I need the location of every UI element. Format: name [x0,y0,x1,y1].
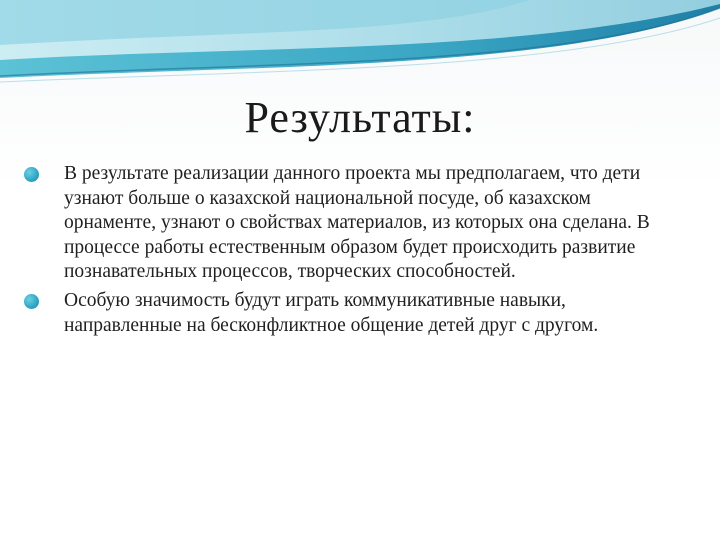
list-item [20,162,680,285]
bullet-text: Особую значимость будут играть коммуникативные навыки, направленные на бесконфликтное общение детей друг с другом. [64,289,599,336]
slide-title: Результаты: [244,93,476,142]
bullet-dot-icon [24,294,39,309]
bullet-dot-icon [24,167,39,182]
bullet-list [20,162,680,342]
header-wave-decoration [0,0,720,90]
list-item [20,289,680,338]
bullet-text: В результате реализации данного проекта мы предполагаем, что дети узнают больше о казахской национальной посуде, об казахском орнаменте, узнают о свойствах материалов, из которых она сделана. В процессе работы естественным образом будет происходить развитие познавательных процессов, творческих способностей. [64,163,650,283]
